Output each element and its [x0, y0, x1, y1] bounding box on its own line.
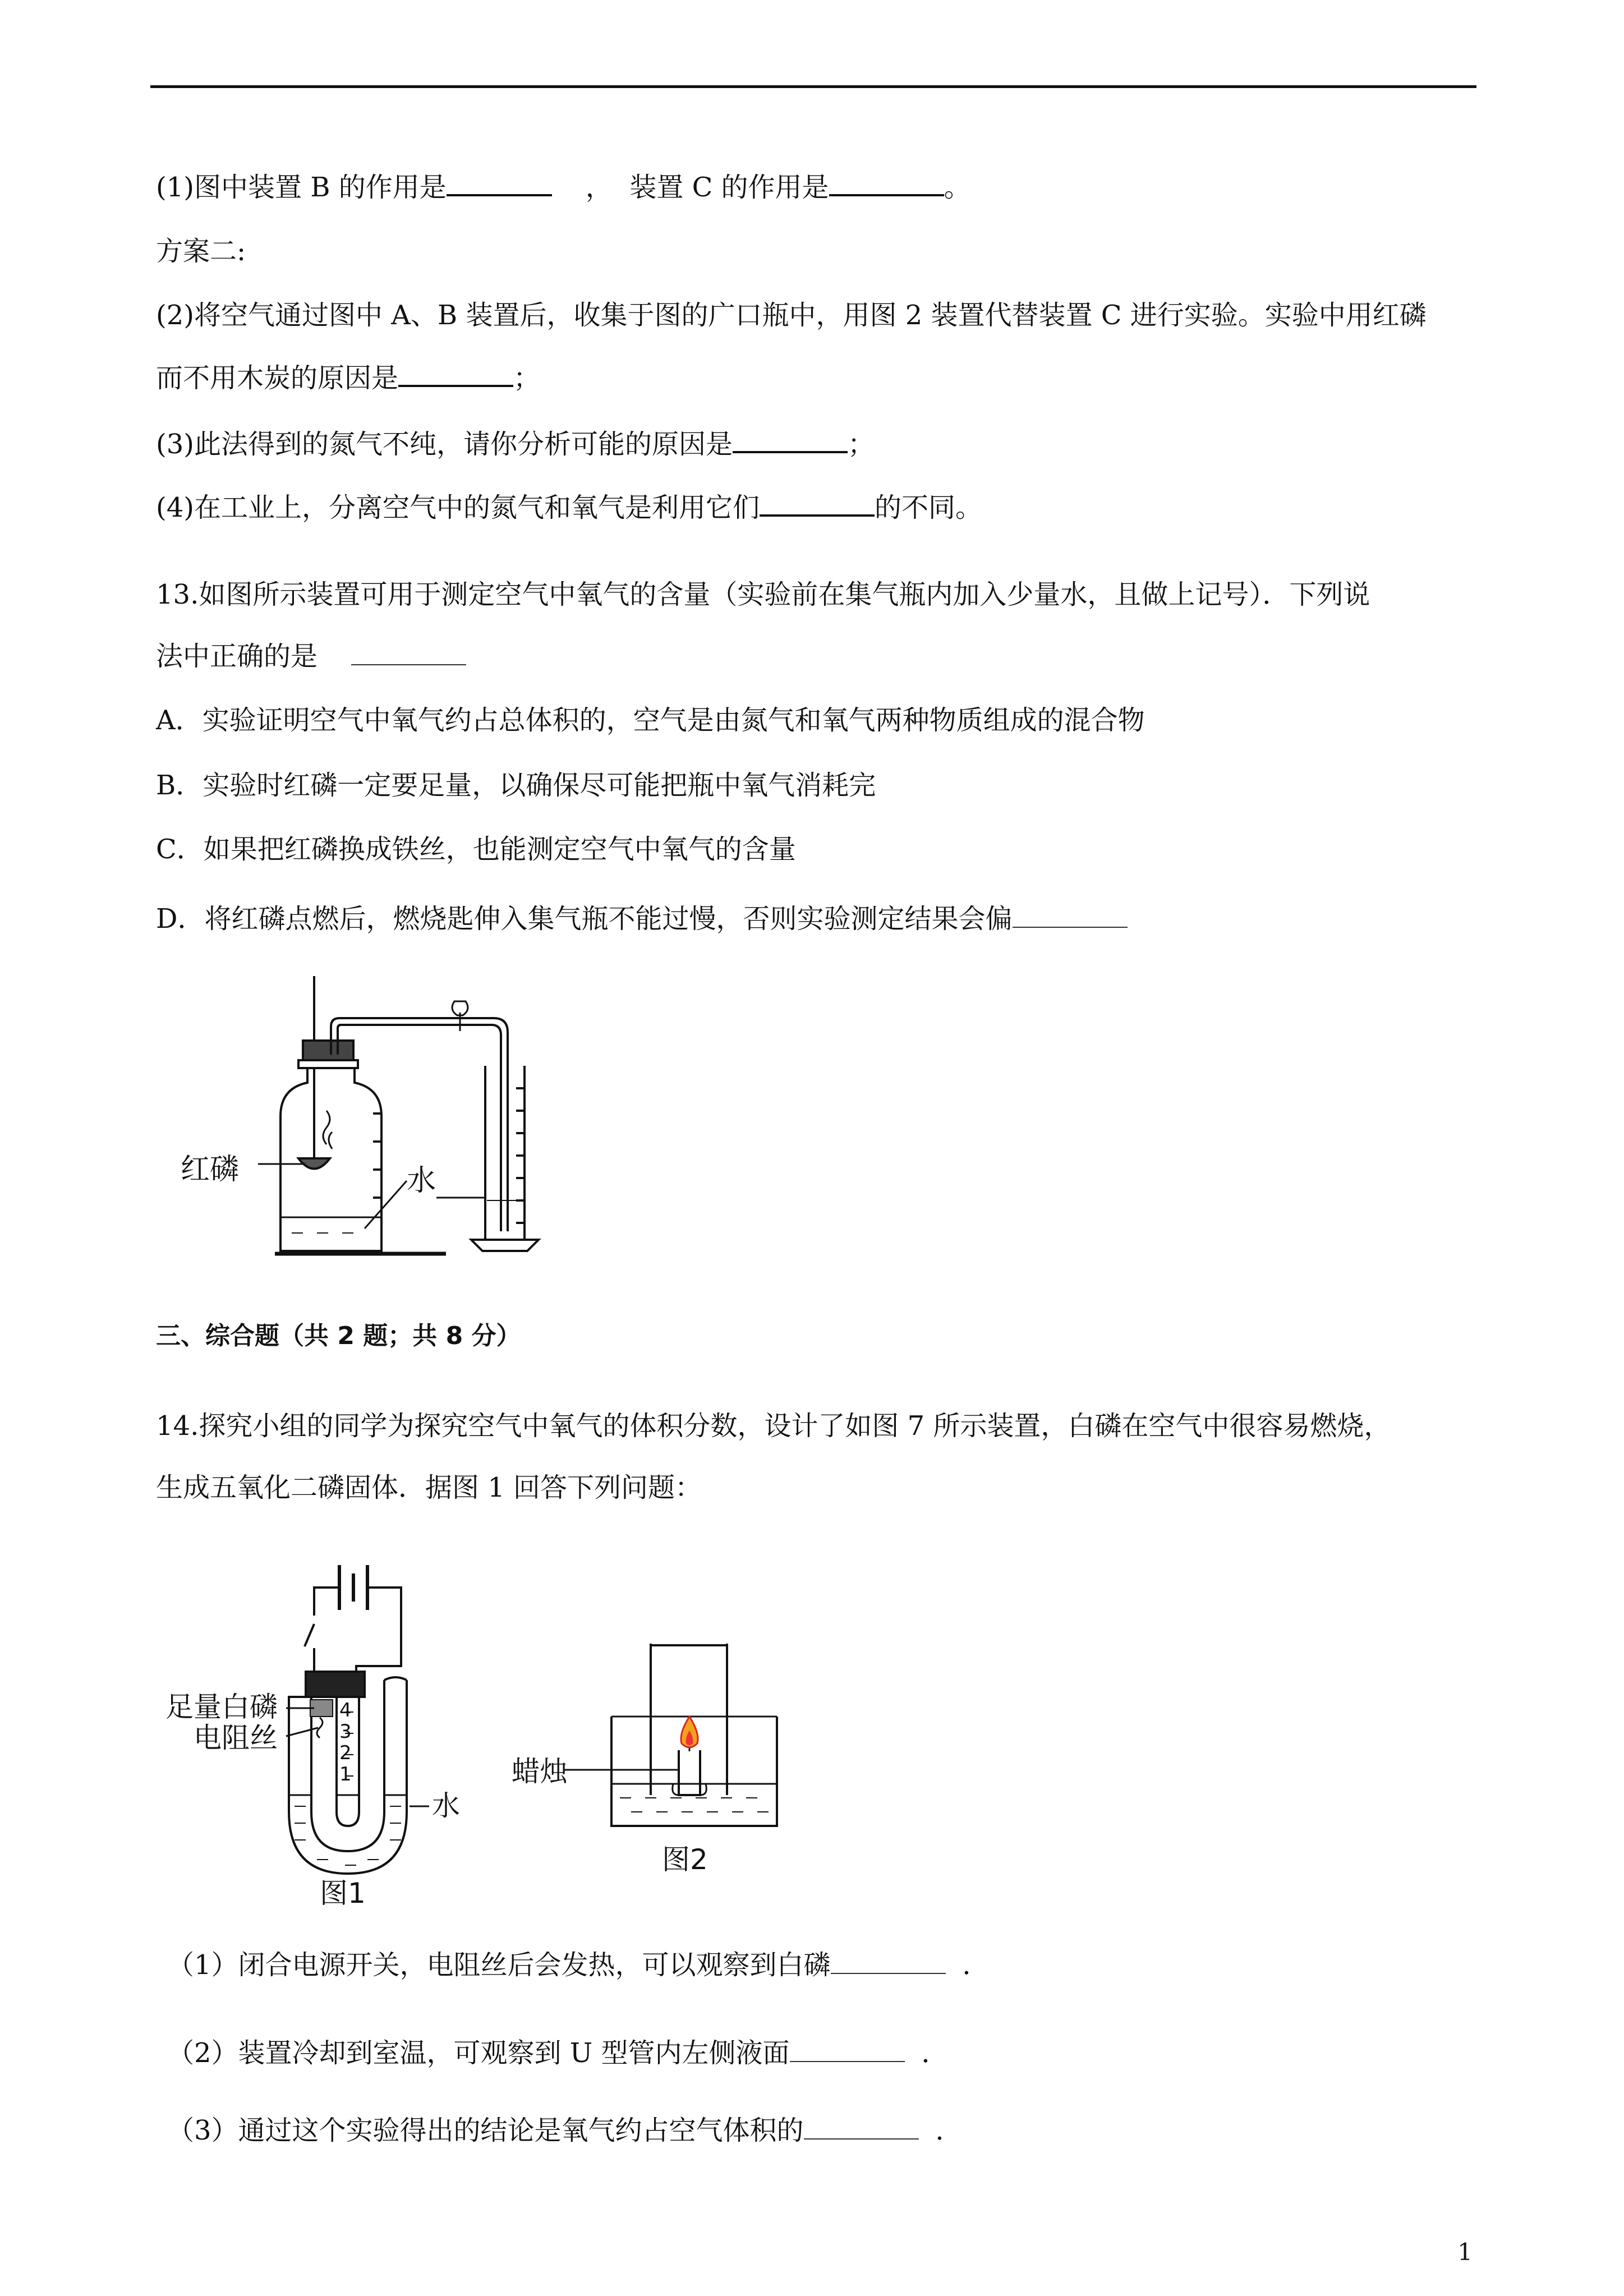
label-water: 水 — [407, 1164, 436, 1198]
answer-blank[interactable] — [398, 360, 513, 387]
q12-sub2-line2 — [156, 360, 540, 395]
q14-sub1-end: ． — [962, 1949, 990, 1981]
q12-sub3-end: ； — [848, 429, 875, 460]
q13-option-c: C．如果把红磷换成铁丝，也能测定空气中氧气的含量 — [156, 834, 796, 865]
page-number: 1 — [1457, 2238, 1473, 2266]
section-3-heading: 三、综合题（共 2 题；共 8 分） — [156, 1322, 521, 1350]
q13-option-b: B．实验时红磷一定要足量，以确保尽可能把瓶中氧气消耗完 — [156, 770, 876, 801]
q12-sub1-text: (1)图中装置 B 的作用是 — [156, 172, 447, 203]
label-candle: 蜡烛 — [512, 1755, 568, 1788]
q12-sub1-text-b: ， 装置 C 的作用是 — [585, 172, 829, 203]
answer-blank[interactable] — [733, 426, 848, 453]
q14-sub3-end: ． — [935, 2115, 963, 2146]
q12-sub4 — [156, 490, 982, 524]
label-water: 水 — [432, 1789, 460, 1822]
figure-1-u-tube-apparatus — [160, 1559, 519, 1907]
oxygen-content-apparatus-figure — [180, 970, 572, 1262]
label-resistor-wire: 电阻丝 — [194, 1722, 278, 1754]
answer-blank[interactable] — [760, 490, 875, 517]
q12-sub3-text: (3)此法得到的氮气不纯，请你分析可能的原因是 — [156, 429, 733, 460]
answer-blank[interactable] — [804, 2114, 919, 2139]
answer-blank[interactable] — [790, 2036, 905, 2062]
q12-scheme2: 方案二: — [156, 236, 246, 267]
q12-sub1 — [156, 169, 971, 204]
q12-sub4-end: 的不同。 — [875, 492, 983, 523]
label-white-phosphorus: 足量白磷 — [165, 1691, 278, 1723]
q13-option-d — [156, 902, 1128, 936]
label-red-phosphorus: 红磷 — [181, 1153, 240, 1186]
answer-blank[interactable] — [1013, 902, 1128, 928]
q13-stem-line2 — [156, 639, 466, 673]
figure-2-candle-apparatus — [510, 1644, 802, 1907]
q12-sub2-end: ； — [513, 362, 541, 394]
scale-label-3: 3 — [339, 1720, 352, 1743]
q14-sub1 — [167, 1948, 990, 1982]
q13-stem-line1: 13.如图所示装置可用于测定空气中氧气的含量（实验前在集气瓶内加入少量水，且做上记号）．下列说 — [156, 579, 1370, 610]
q13-stem-text: 法中正确的是 — [156, 641, 318, 672]
q12-sub1-end: 。 — [944, 172, 971, 203]
answer-blank[interactable] — [447, 169, 552, 196]
scale-label-2: 2 — [339, 1742, 352, 1764]
header-rule — [150, 85, 1476, 88]
q14-sub2-text: （2）装置冷却到室温，可观察到 U 型管内左侧液面 — [167, 2037, 790, 2069]
q14-sub2-end: ． — [921, 2037, 949, 2069]
q14-sub3-text: （3）通过这个实验得出的结论是氧气约占空气体积的 — [167, 2115, 804, 2146]
q12-sub2-line1: (2)将空气通过图中 A、B 装置后，收集于图的广口瓶中，用图 2 装置代替装置 C 进行实验。实验中用红磷 — [156, 300, 1427, 331]
answer-blank[interactable] — [831, 1948, 946, 1974]
q13-option-d-text: D．将红磷点燃后，燃烧匙伸入集气瓶不能过慢，否则实验测定结果会偏 — [156, 903, 1013, 935]
q14-sub3 — [167, 2114, 963, 2147]
q12-sub2-text: 而不用木炭的原因是 — [156, 362, 399, 394]
scale-label-4: 4 — [339, 1699, 352, 1722]
answer-blank[interactable] — [351, 639, 466, 665]
q12-sub4-text: (4)在工业上，分离空气中的氮气和氧气是利用它们 — [156, 492, 760, 523]
q12-sub3 — [156, 426, 875, 461]
figure-2-caption: 图2 — [662, 1843, 708, 1876]
q14-sub2 — [167, 2036, 949, 2070]
scale-label-1: 1 — [339, 1763, 352, 1786]
answer-blank[interactable] — [829, 169, 944, 196]
q14-sub1-text: （1）闭合电源开关，电阻丝后会发热，可以观察到白磷 — [167, 1949, 831, 1981]
q13-option-a: A．实验证明空气中氧气约占总体积的，空气是由氮气和氧气两种物质组成的混合物 — [156, 705, 1145, 736]
q14-stem-line1: 14.探究小组的同学为探究空气中氧气的体积分数，设计了如图 7 所示装置，白磷在空气中很容易燃烧， — [156, 1410, 1391, 1442]
figure-1-caption: 图1 — [320, 1877, 366, 1907]
q14-stem-line2: 生成五氧化二磷固体．据图 1 回答下列问题： — [156, 1472, 702, 1503]
